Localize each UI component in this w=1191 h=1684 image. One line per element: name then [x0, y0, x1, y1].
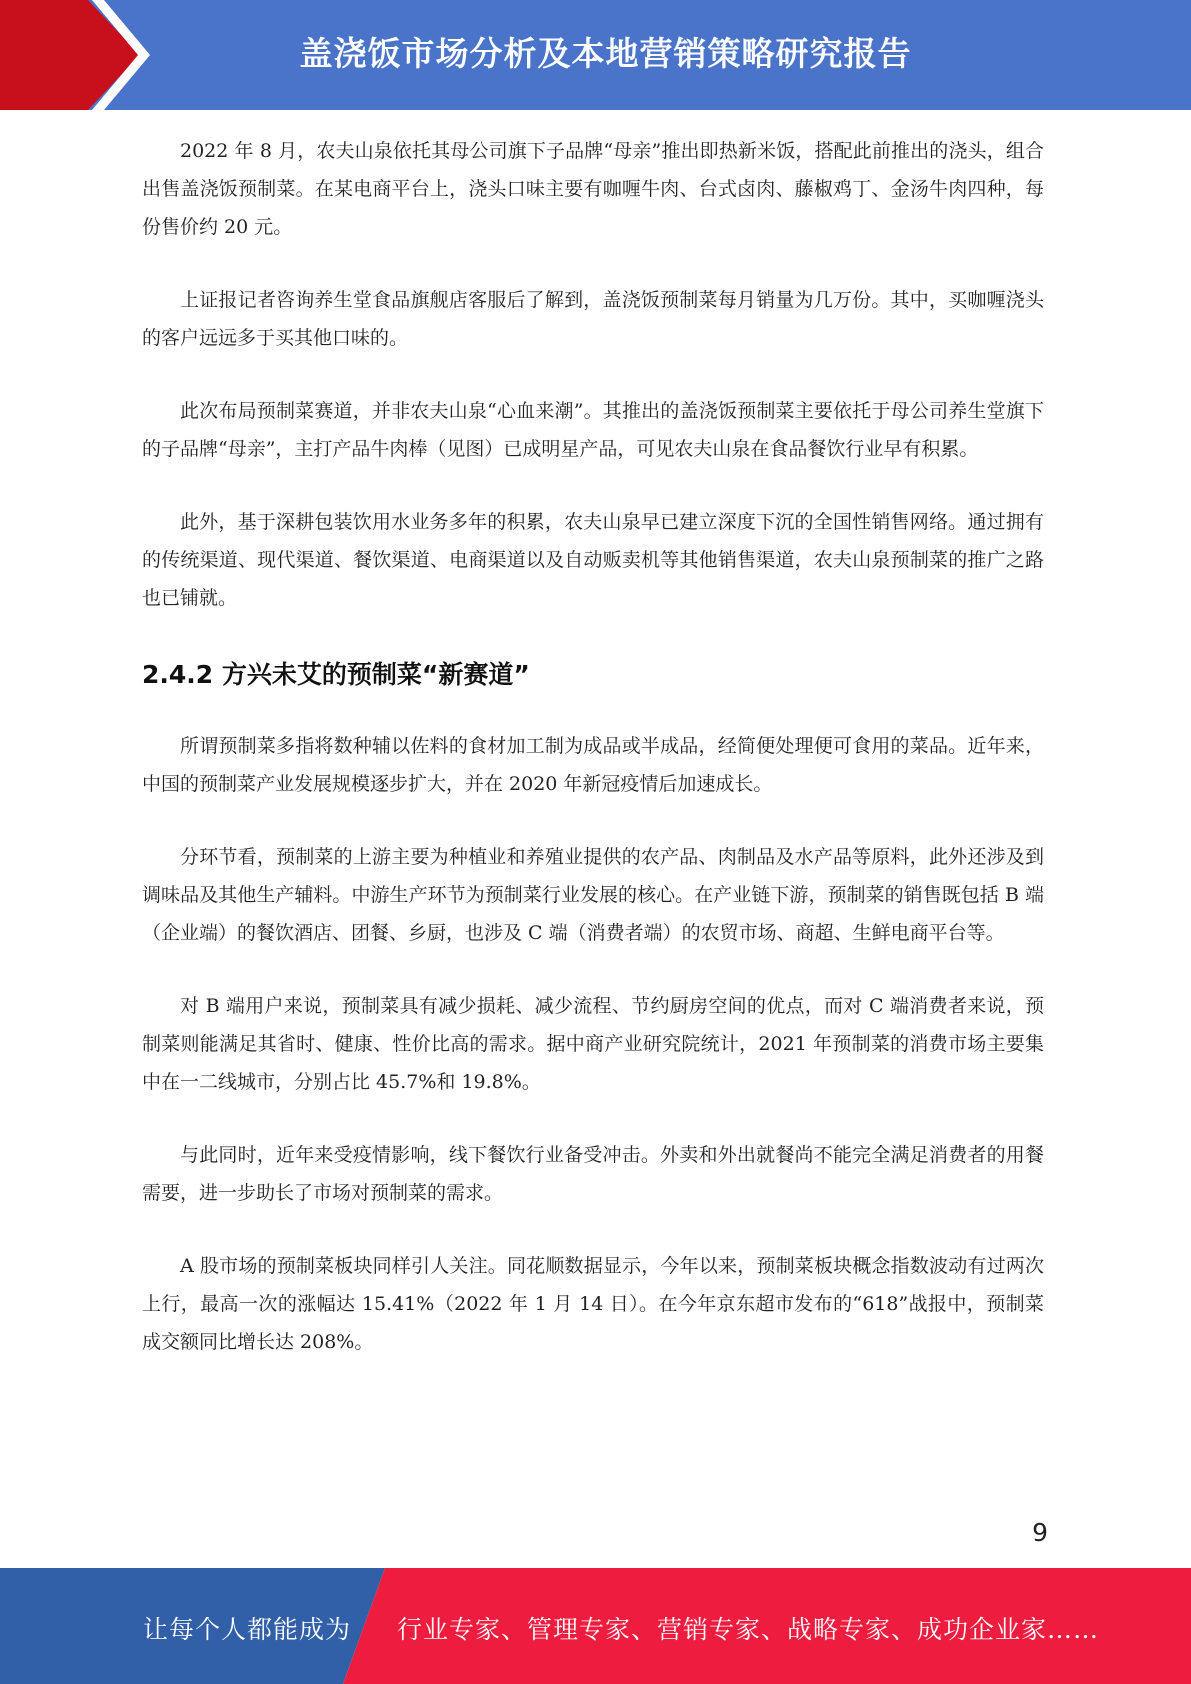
- paragraph: 对 B 端用户来说，预制菜具有减少损耗、减少流程、节约厨房空间的优点，而对 C 端消费者来说，预制菜则能满足其省时、健康、性价比高的需求。据中商产业研究院统计，2021 年预制菜的消费市场主要集中在一二线城市，分别占比 45.7%和 19.8%。: [142, 995, 1044, 1093]
- footer-slogan-left: 让每个人都能成为: [143, 1615, 352, 1644]
- paragraph: 此外，基于深耕包装饮用水业务多年的积累，农夫山泉早已建立深度下沉的全国性销售网络。通过拥有的传统渠道、现代渠道、餐饮渠道、电商渠道以及自动贩卖机等其他销售渠道，农夫山泉预制菜的推广之路也已铺就。: [142, 511, 1044, 609]
- paragraph: 此次布局预制菜赛道，并非农夫山泉“心血来潮”。其推出的盖浇饭预制菜主要依托于母公司养生堂旗下的子品牌“母亲”，主打产品牛肉棒（见图）已成明星产品，可见农夫山泉在食品餐饮行业早有积累。: [142, 400, 1044, 460]
- paragraph: 所谓预制菜多指将数种辅以佐料的食材加工制为成品或半成品，经简便处理便可食用的菜品。近年来，中国的预制菜产业发展规模逐步扩大，并在 2020 年新冠疫情后加速成长。: [142, 735, 1044, 795]
- paragraph: 与此同时，近年来受疫情影响，线下餐饮行业备受冲击。外卖和外出就餐尚不能完全满足消费者的用餐需要，进一步助长了市场对预制菜的需求。: [142, 1144, 1044, 1204]
- page-footer: [0, 1568, 1191, 1684]
- section-heading: 2.4.2 方兴未艾的预制菜“新赛道”: [142, 660, 530, 689]
- paragraph: A 股市场的预制菜板块同样引人关注。同花顺数据显示，今年以来，预制菜板块概念指数波动有过两次上行，最高一次的涨幅达 15.41%（2022 年 1 月 14 日）。在今年京东超市发布的“618”战报中，预制菜成交额同比增长达 208%。: [142, 1255, 1044, 1353]
- document-body: [142, 132, 1044, 1396]
- footer-slogan-right: 行业专家、管理专家、营销专家、战略专家、成功企业家……: [397, 1615, 1100, 1644]
- page-header: [0, 0, 1191, 110]
- document-title: 盖浇饭市场分析及本地营销策略研究报告: [299, 34, 912, 73]
- paragraph: 分环节看，预制菜的上游主要为种植业和养殖业提供的农产品、肉制品及水产品等原料，此外还涉及到调味品及其他生产辅料。中游生产环节为预制菜行业发展的核心。在产业链下游，预制菜的销售既包括 B 端（企业端）的餐饮酒店、团餐、乡厨，也涉及 C 端（消费者端）的农贸市场、商超、生鲜电商平台等。: [142, 846, 1044, 944]
- paragraph: 2022 年 8 月，农夫山泉依托其母公司旗下子品牌“母亲”推出即热新米饭，搭配此前推出的浇头，组合出售盖浇饭预制菜。在某电商平台上，浇头口味主要有咖喱牛肉、台式卤肉、藤椒鸡丁、金汤牛肉四种，每份售价约 20 元。: [142, 140, 1044, 238]
- paragraph: 上证报记者咨询养生堂食品旗舰店客服后了解到，盖浇饭预制菜每月销量为几万份。其中，买咖喱浇头的客户远远多于买其他口味的。: [142, 289, 1044, 349]
- page-number: 9: [1032, 1518, 1048, 1547]
